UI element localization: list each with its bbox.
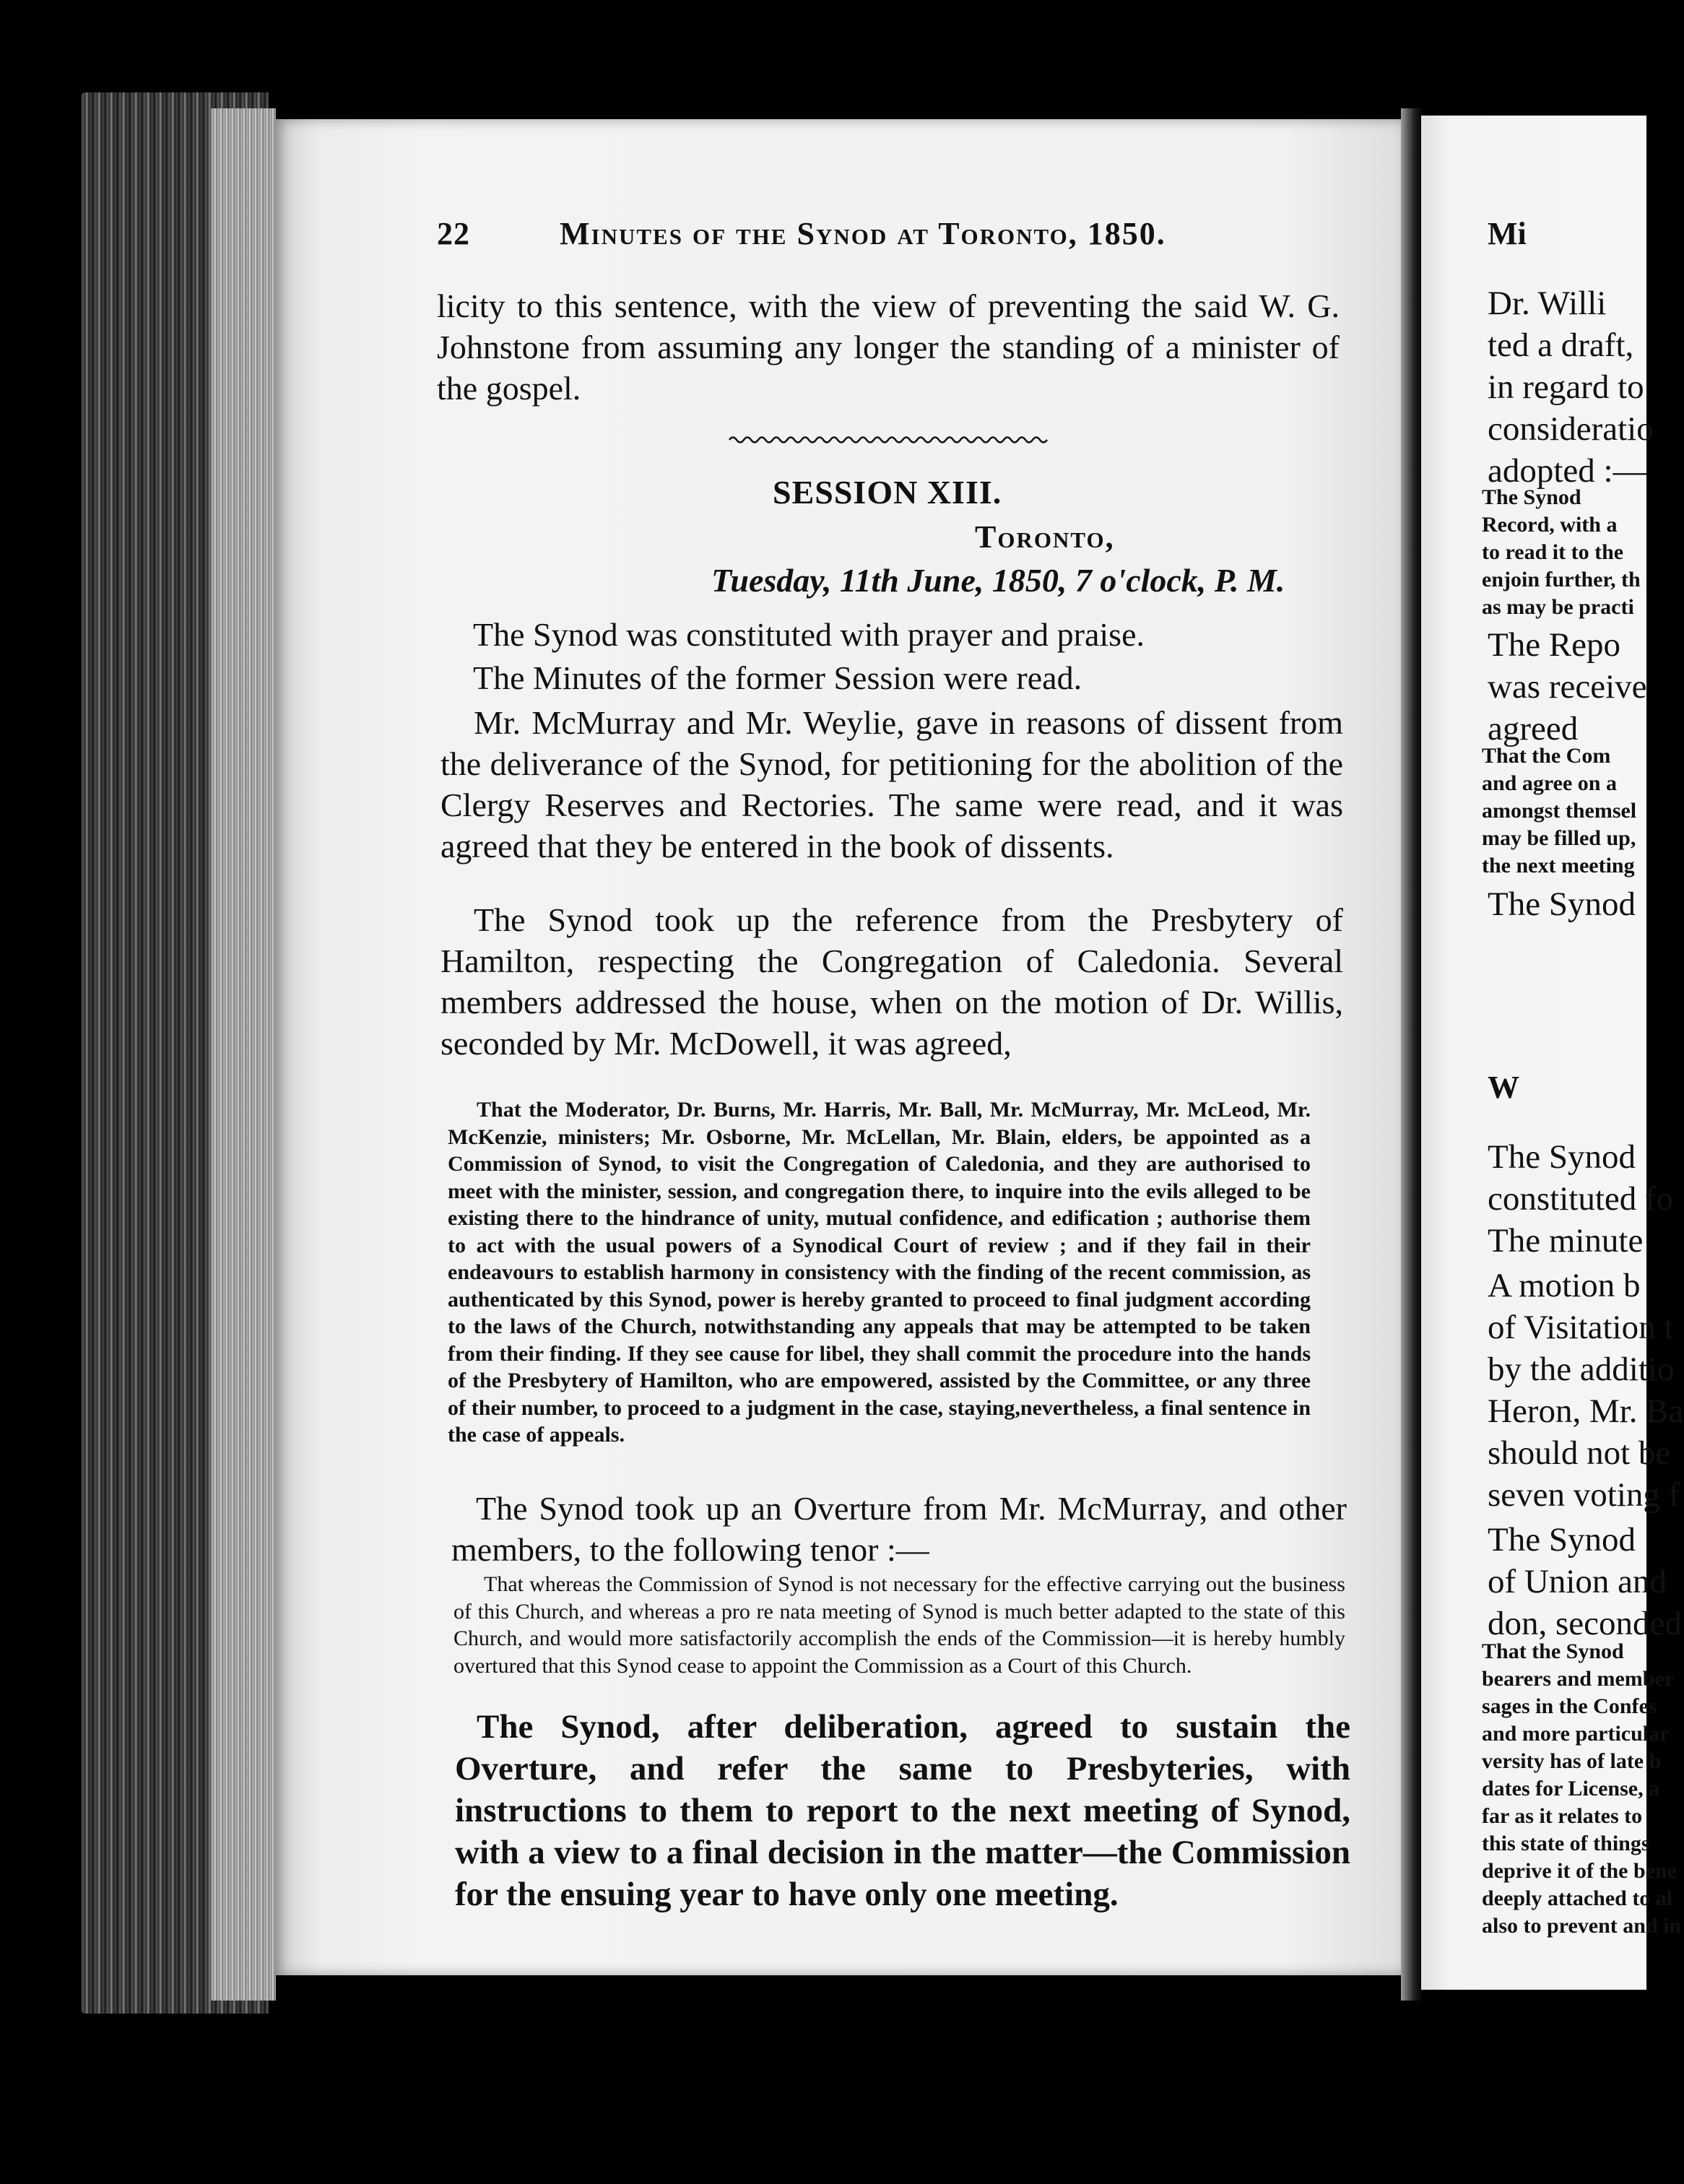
right-page-line: by the additio bbox=[1488, 1351, 1675, 1388]
page-number: 22 bbox=[437, 216, 470, 251]
right-page-line: Heron, Mr. Ba bbox=[1488, 1392, 1684, 1430]
right-page-line: The Synod bbox=[1488, 1521, 1636, 1559]
right-page-line: this state of things bbox=[1482, 1832, 1650, 1855]
right-page-line: The Synod bbox=[1488, 1138, 1636, 1176]
right-page-line: and agree on a bbox=[1482, 771, 1617, 795]
right-page-line: The minute bbox=[1488, 1222, 1644, 1260]
right-page-line: A motion b bbox=[1488, 1267, 1641, 1304]
right-page-text bbox=[1466, 181, 1684, 1950]
right-page-line: That the Com bbox=[1482, 744, 1611, 768]
right-page-line: consideratio bbox=[1488, 410, 1654, 448]
right-page-line: far as it relates to bbox=[1482, 1804, 1643, 1828]
right-page-line: ted a draft, bbox=[1488, 326, 1634, 364]
book-gutter bbox=[1401, 108, 1423, 2001]
right-page-line: the next meeting bbox=[1482, 854, 1635, 878]
overture-text: That whereas the Commission of Synod is not necessary for the effective carrying out the business of this Church, and whereas a pro re nata meeting of Synod is much better adapted to the state of this Church, and would more satisfactorily accomplish the ends of the Commission—it is hereby humbly overtured that this Synod cease to appoint the Commission as a Court of this Church. bbox=[453, 1572, 1345, 1678]
right-page-line: deeply attached to al bbox=[1482, 1886, 1673, 1910]
book-page-edges-light bbox=[211, 108, 276, 2001]
right-page-line: adopted :— bbox=[1488, 452, 1647, 490]
right-page-line: The Repo bbox=[1488, 626, 1621, 664]
right-page-line: deprive it of the bene bbox=[1482, 1859, 1677, 1883]
right-page-line: agreed bbox=[1488, 710, 1579, 748]
place-heading: Toronto, bbox=[975, 519, 1115, 555]
running-title: Minutes of the Synod at Toronto, 1850. bbox=[560, 216, 1166, 251]
paragraph-dissent: Mr. McMurray and Mr. Weylie, gave in reasons of dissent from the deliverance of the Synod, for petitioning for the abolition of the Clergy Reserves and Rectories. The same were read, and it was agreed that they be entered in the book of dissents. bbox=[440, 704, 1343, 864]
right-page-line: constituted fo bbox=[1488, 1180, 1674, 1218]
right-page-line: That the Synod bbox=[1482, 1639, 1624, 1663]
paragraph-constituted: The Synod was constituted with prayer and praise. bbox=[473, 616, 1145, 653]
right-page-line: in regard to bbox=[1488, 368, 1644, 406]
right-page-line: Dr. Willi bbox=[1488, 285, 1607, 322]
paragraph-continuation: licity to this sentence, with the view of preventing the said W. G. Johnstone from assuming any longer the standing of a minister of the gospel. bbox=[437, 287, 1340, 407]
right-page-line: W bbox=[1488, 1070, 1519, 1105]
right-page-line: should not be bbox=[1488, 1434, 1671, 1472]
right-page-line: enjoin further, th bbox=[1482, 568, 1641, 592]
right-page-line: Mi bbox=[1488, 216, 1527, 251]
date-line: Tuesday, 11th June, 1850, 7 o'clock, P. M. bbox=[711, 562, 1285, 599]
right-page-line: of Visitation t bbox=[1488, 1309, 1674, 1346]
right-page-line: was receive bbox=[1488, 668, 1647, 706]
right-page-line: may be filled up, bbox=[1482, 826, 1636, 850]
session-heading: SESSION XIII. bbox=[773, 474, 1002, 511]
right-page-line: also to prevent and in bbox=[1482, 1914, 1682, 1938]
paragraph-overture: The Synod took up an Overture from Mr. McMurray, and other members, to the following tenor :— bbox=[451, 1490, 1347, 1568]
right-page-line: and more particular bbox=[1482, 1722, 1670, 1746]
right-page-line: versity has of late b bbox=[1482, 1749, 1662, 1773]
right-page-line: The Synod bbox=[1488, 885, 1636, 923]
ornamental-rule bbox=[729, 433, 1047, 446]
right-page-line: sages in the Confes bbox=[1482, 1694, 1657, 1718]
right-page-line: of Union and bbox=[1488, 1563, 1667, 1600]
right-page-line: The Synod bbox=[1482, 485, 1581, 509]
right-page-line: as may be practi bbox=[1482, 595, 1634, 619]
right-page-line: Record, with a bbox=[1482, 513, 1618, 537]
right-page-line: dates for License, a bbox=[1482, 1777, 1660, 1800]
paragraph-reference: The Synod took up the reference from the Presbytery of Hamilton, respecting the Congregation of Caledonia. Several members addressed the house, when on the motion of Dr. Willis, seconded by Mr. McDowell, it was agreed, bbox=[440, 901, 1343, 1062]
paragraph-sustain: The Synod, after deliberation, agreed to sustain the Overture, and refer the same to Presbyteries, with instructions to them to report to the next meeting of Synod, with a view to a final decision in the matter—the Commission for the ensuing year to have only one meeting. bbox=[455, 1708, 1350, 1913]
right-page-line: seven voting f bbox=[1488, 1476, 1680, 1514]
right-page-line: don, seconded bbox=[1488, 1605, 1682, 1642]
right-page-line: to read it to the bbox=[1482, 540, 1624, 564]
paragraph-minutes-read: The Minutes of the former Session were read. bbox=[473, 659, 1082, 696]
resolution-commission: That the Moderator, Dr. Burns, Mr. Harris, Mr. Ball, Mr. McMurray, Mr. McLeod, Mr. McKenzie, ministers; Mr. Osborne, Mr. McLellan, Mr. Blain, elders, be appointed as a Commission of Synod, to visit the Congregation of Caledonia, and they are authorised to meet with the minister, session, and congregation there, to inquire into the evils alleged to be existing there to the hindrance of unity, mutual confidence, and edification ; authorise them to act with the usual powers of a Synodical Court of review ; and if they fail in their endeavours to establish harmony in consistency with the finding of the recent commission, as authenticated by this Synod, power is hereby granted to proceed to final judgment according to the laws of the Church, notwithstanding any appeals that may be attempted to be taken from their finding. If they see cause for libel, they shall commit the procedure into the hands of the Presbytery of Hamilton, who are empowered, assisted by the Committee, or any three of their number, to proceed to a judgment in the case, staying,nevertheless, a final sentence in the case of appeals. bbox=[448, 1098, 1311, 1447]
right-page-line: bearers and member bbox=[1482, 1667, 1675, 1691]
right-page-line: amongst themsel bbox=[1482, 799, 1637, 823]
